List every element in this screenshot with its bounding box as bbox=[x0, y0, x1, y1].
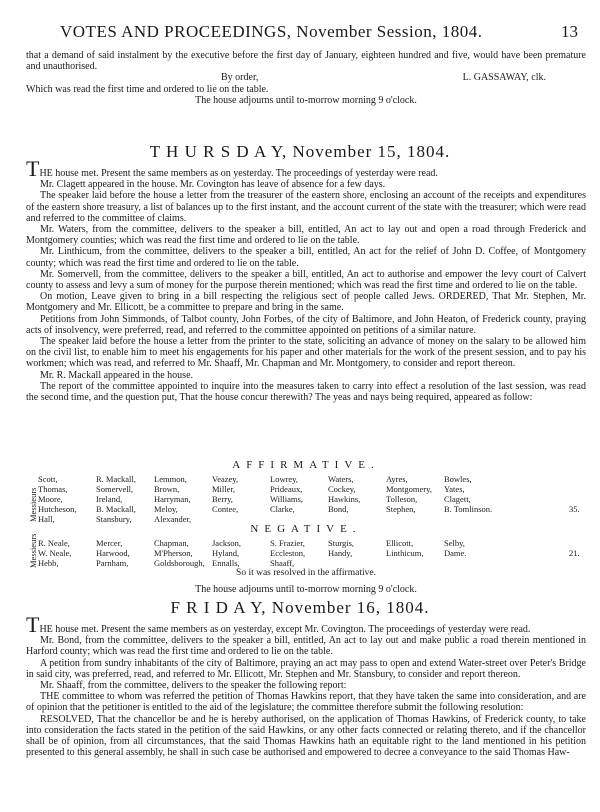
member-name: Prideaux, bbox=[270, 484, 303, 494]
signature-line bbox=[26, 72, 586, 83]
member-name: Hall, bbox=[38, 514, 55, 524]
paragraph: Mr. Linthicum, from the committee, delivers to the speaker a bill, entitled, An act for the relief of John D. Coffee, of Montgomery county; which was read the first time and ordered to lie on the table. bbox=[26, 246, 586, 269]
vote-column bbox=[270, 538, 328, 568]
member-name: Linthicum, bbox=[386, 548, 424, 558]
adjourn-line: The house adjourns until to-morrow morning 9 o'clock. bbox=[195, 94, 417, 106]
affirmative-count: 35. bbox=[569, 504, 580, 514]
member-name: Contee, bbox=[212, 504, 239, 514]
vote-column bbox=[96, 538, 154, 568]
member-name: Goldsborough, bbox=[154, 558, 205, 568]
side-label: Messieurs bbox=[28, 533, 38, 568]
member-name: Moore, bbox=[38, 494, 63, 504]
member-name: B. Mackall, bbox=[96, 504, 136, 514]
vote-adjourn bbox=[26, 584, 586, 595]
vote-column bbox=[96, 474, 154, 524]
thursday-heading: T H U R S D A Y, November 15, 1804. bbox=[149, 142, 451, 161]
friday-heading: F R I D A Y, November 16, 1804. bbox=[170, 598, 430, 617]
vote-column bbox=[270, 474, 328, 524]
member-name: Shaaff, bbox=[270, 558, 295, 568]
vote-table bbox=[26, 460, 596, 584]
continued-paragraph: that a demand of said instalment by the executive before the first day of January, eighteen hundred and five, would have been premature and unauthorised. bbox=[26, 50, 586, 73]
member-name: Miller, bbox=[212, 484, 236, 494]
paragraph: Mr. Waters, from the committee, delivers to the speaker a bill, entitled, An act to lay out and open a road through Frederick and Montgomery counties; which was read the first time and ordered to lie on the table. bbox=[26, 224, 586, 247]
member-name: Jackson, bbox=[212, 538, 242, 548]
member-name: Ireland, bbox=[96, 494, 123, 504]
page-title: VOTES AND PROCEEDINGS, November Session, 1804. bbox=[60, 22, 483, 41]
paragraph: Mr. Shaaff, from the committee, delivers to the speaker the following report: bbox=[40, 680, 347, 692]
member-name: Harwood, bbox=[96, 548, 130, 558]
running-header bbox=[60, 22, 578, 44]
member-name: Yates, bbox=[444, 484, 465, 494]
member-name: Lemmon, bbox=[154, 474, 187, 484]
member-name: Mercer, bbox=[96, 538, 123, 548]
member-name: Hyland, bbox=[212, 548, 240, 558]
paragraph: Mr. Clagett appeared in the house. Mr. Covington has leave of absence for a few days. bbox=[40, 179, 386, 191]
member-name: Bowles, bbox=[444, 474, 472, 484]
member-name: Ennalls, bbox=[212, 558, 240, 568]
vote-column bbox=[386, 474, 444, 524]
member-name: Tolleson, bbox=[386, 494, 418, 504]
paragraph: The speaker laid before the house a letter from the printer to the state, soliciting an advance of money on the salary to be allowed him on the civil list, to enable him to meet his engagements for his paper and other materials for the work of the present session, and to pay his workmen; which was read, and referred to Mr. Shaaff, Mr. Chapman and Mr. Montgomery, to consider and report thereon. bbox=[26, 336, 586, 370]
member-name: Scott, bbox=[38, 474, 58, 484]
member-name: Veazey, bbox=[212, 474, 239, 484]
member-name: M'Pherson, bbox=[154, 548, 193, 558]
paragraph: THE committee to whom was referred the petition of Thomas Hawkins report, that they have taken the same into consideration, and are of opinion that the petitioner is entitled to the aid of the legislature; the committee therefore submit the following resolution: bbox=[26, 691, 586, 714]
member-name: Somervell, bbox=[96, 484, 134, 494]
member-name: Bond, bbox=[328, 504, 349, 514]
clerk-name: L. GASSAWAY, clk. bbox=[462, 72, 546, 84]
member-name: Parnham, bbox=[96, 558, 129, 568]
vote-column bbox=[386, 538, 444, 568]
vote-column bbox=[212, 474, 270, 524]
member-name: Waters, bbox=[328, 474, 354, 484]
member-name: Chapman, bbox=[154, 538, 189, 548]
member-name: Stansbury, bbox=[96, 514, 132, 524]
drop-cap: T bbox=[26, 156, 40, 181]
member-name: Dame. bbox=[444, 548, 467, 558]
page-number: 13 bbox=[561, 22, 578, 41]
member-name: Alexander, bbox=[154, 514, 192, 524]
vote-column bbox=[154, 474, 212, 524]
thursday-section bbox=[26, 156, 586, 404]
member-name: Selby, bbox=[444, 538, 465, 548]
member-name: Clarke, bbox=[270, 504, 295, 514]
member-name: W. Neale, bbox=[38, 548, 72, 558]
member-name: Lowrey, bbox=[270, 474, 299, 484]
affirmative-names bbox=[38, 474, 502, 524]
member-name: Berry, bbox=[212, 494, 233, 504]
affirmative-label: AFFIRMATIVE. bbox=[232, 459, 380, 471]
paragraph: On motion, Leave given to bring in a bill respecting the religious sect of people called Jews. ORDERED, That Mr. Stephen, Mr. Montgomery and Mr. Ellicott, be a committee to prepare and bring in the same. bbox=[26, 291, 586, 314]
member-name: Ellicott, bbox=[386, 538, 414, 548]
member-name: Brown, bbox=[154, 484, 180, 494]
member-name: Harryman, bbox=[154, 494, 191, 504]
vote-column bbox=[328, 538, 386, 568]
negative-names bbox=[38, 538, 502, 568]
paragraph: RESOLVED, That the chancellor be and he is hereby authorised, on the application of Thomas Hawkins, of Frederick county, to take into consideration the facts stated in the petition of the said Hawkins, or any other facts connected or relating thereto, and if the chancellor shall be of opinion, from all circumstances, that the said Thomas Hawkins hath an equitable right to the land mentioned in his petition presented to this general assembly, he shall in such case be authorised and empowered to decree a conveyance to the said Thomas Haw- bbox=[26, 713, 586, 759]
member-name: Meloy, bbox=[154, 504, 178, 514]
continued-section bbox=[26, 50, 586, 106]
paragraph: Petitions from John Simmonds, of Talbot county, John Forbes, of the city of Baltimore, and John Heaton, of Frederick county, praying acts of insolvency, were preferred, read, and referred to the committee appointed on petitions of a similar nature. bbox=[26, 313, 586, 336]
negative-label: NEGATIVE. bbox=[250, 523, 362, 535]
member-name: Stephen, bbox=[386, 504, 416, 514]
negative-count: 21. bbox=[569, 548, 580, 558]
read-line: Which was read the first time and ordered to lie on the table. bbox=[26, 83, 269, 95]
thursday-opening: THE house met. Present the same members as on yesterday. The proceedings of yesterday were read. bbox=[26, 156, 438, 181]
friday-opening: THE house met. Present the same members as on yesterday, except Mr. Covington. The proceedings of yesterday were read. bbox=[26, 612, 531, 637]
paragraph: Mr. Somervell, from the committee, delivers to the speaker a bill, entitled, An act to authorise and empower the levy court of Calvert county to assess and levy a sum of money for the purpose therein mentioned; which was read the first time and ordered to lie on the table. bbox=[26, 268, 586, 292]
member-name: Hawkins, bbox=[328, 494, 361, 504]
member-name: Hutcheson, bbox=[38, 504, 77, 514]
member-name: R. Mackall, bbox=[96, 474, 136, 484]
paragraph: Mr. R. Mackall appeared in the house. bbox=[40, 369, 194, 381]
member-name: Thomas, bbox=[38, 484, 68, 494]
paragraph: The speaker laid before the house a letter from the treasurer of the eastern shore, enclosing an account of the receipts and expenditures of the eastern shore treasury, a list of balances up to the first instant, and the account current of the state with the treasurer; which were read and referred to the committee of claims. bbox=[26, 190, 586, 224]
member-name: Clagett, bbox=[444, 494, 471, 504]
by-order: By order, bbox=[221, 72, 259, 84]
member-name: B. Tomlinson. bbox=[444, 504, 493, 514]
friday-section bbox=[26, 612, 586, 759]
paragraph: A petition from sundry inhabitants of the city of Baltimore, praying an act may pass to open and extend Water-street over Peter's Bridge in said city, was preferred, read, and referred to Mr. Ellicott, Mr. Stephen and Mr. Stansbury, to consider and report thereon. bbox=[26, 657, 586, 680]
vote-column bbox=[328, 474, 386, 524]
paragraph: The report of the committee appointed to inquire into the measures taken to carry into effect a resolution of the last session, was read the second time, and the question put, That the house concur therewith? The yeas and nays being required, appeared as follow: bbox=[26, 380, 586, 404]
vote-column bbox=[444, 474, 502, 524]
member-name: Hebb, bbox=[38, 558, 59, 568]
vote-column bbox=[444, 538, 502, 568]
resolved-line: So it was resolved in the affirmative. bbox=[236, 568, 376, 578]
member-name: Williams, bbox=[270, 494, 303, 504]
member-name: Handy, bbox=[328, 548, 353, 558]
member-name: Ayres, bbox=[386, 474, 408, 484]
drop-cap: T bbox=[26, 612, 40, 637]
vote-column bbox=[38, 538, 96, 568]
vote-column bbox=[154, 538, 212, 568]
member-name: Sturgis, bbox=[328, 538, 355, 548]
vote-column bbox=[212, 538, 270, 568]
member-name: R. Neale, bbox=[38, 538, 70, 548]
paragraph: Mr. Bond, from the committee, delivers to the speaker a bill, entitled, An act to lay out and make public a road therein mentioned in Harford county; which was read the first time and ordered to lie on the table. bbox=[26, 635, 586, 658]
adjourn-line: The house adjourns until to-morrow morning 9 o'clock. bbox=[195, 584, 417, 595]
member-name: Montgomery, bbox=[386, 484, 432, 494]
member-name: S. Frazier, bbox=[270, 538, 305, 548]
member-name: Eccleston, bbox=[270, 548, 306, 558]
member-name: Cockey, bbox=[328, 484, 356, 494]
side-label: Messieurs bbox=[28, 487, 38, 522]
vote-column bbox=[38, 474, 96, 524]
